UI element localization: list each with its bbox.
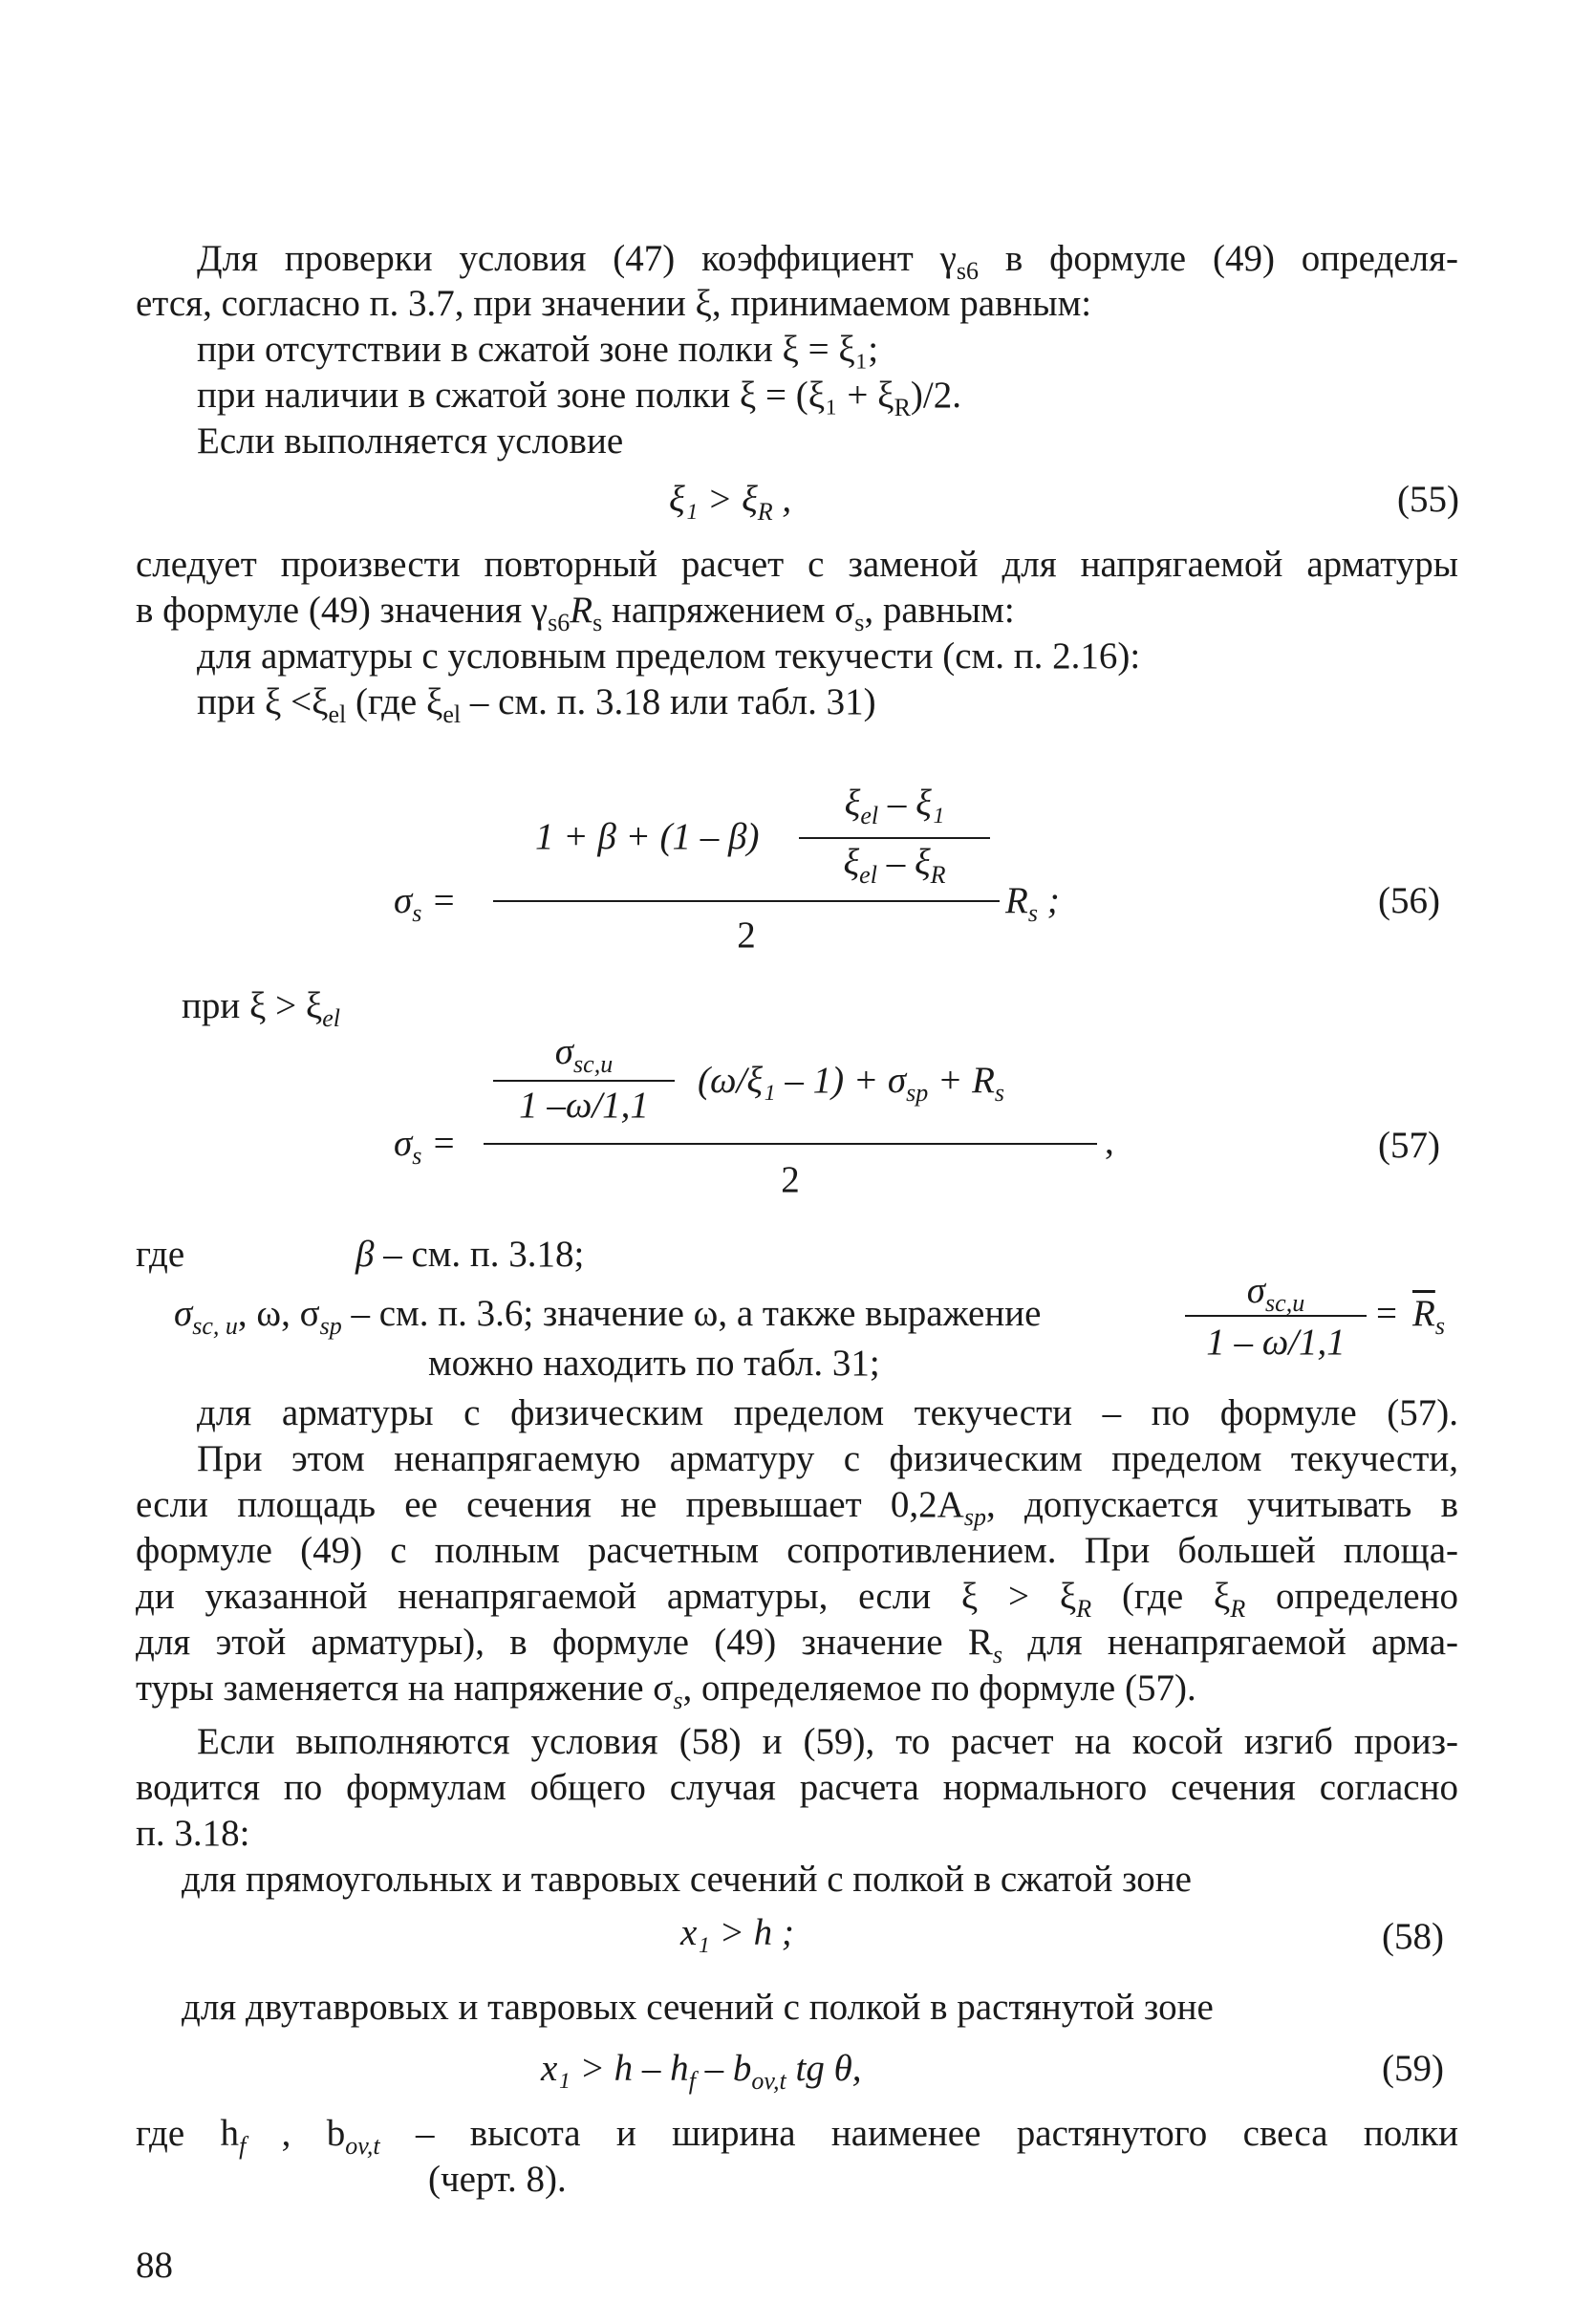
where-eq: = (1376, 1293, 1397, 1334)
page-number: 88 (136, 2245, 173, 2286)
text-line: Если выполняются условия (58) и (59), то расчет на косой изгиб произ- (197, 1721, 1458, 1762)
eq57-inner-denominator: 1 –ω/1,1 (519, 1085, 649, 1126)
fraction-bar (484, 1143, 1097, 1145)
eq56-inner-denominator: $\xi_{el} - \xi_R$ (843, 842, 946, 889)
text-line: $\sigma_{sc, u}$, ω, $\sigma_{sp}$ – см. п. 3.6; значение ω, а также выражение (174, 1293, 1042, 1340)
text-line: для арматуры с условным пределом текучести (см. п. 2.16): (197, 635, 1141, 677)
text-line: при отсутствии в сжатой зоне полки ξ = ξ₁; (197, 329, 879, 370)
text-line: для арматуры с физическим пределом текучести – по формуле (57). (197, 1392, 1458, 1433)
fraction-bar (1185, 1315, 1367, 1317)
equation-59: $x_1 > h - h_f - b_{ov,t}$ tg θ, (541, 2048, 862, 2095)
eq57-lhs: $\sigma_s$ = (394, 1123, 457, 1170)
equation-58: x₁ > h ; (680, 1912, 794, 1953)
text-line: для этой арматуры), в формуле (49) значение $R_s$ для ненапрягаемой арма- (136, 1622, 1459, 1668)
text-line: для прямоугольных и тавровых сечений с полкой в сжатой зоне (182, 1859, 1192, 1900)
text-line: ди указанной ненапрягаемой арматуры, если $\xi > \xi_R$ (где $\xi_R$ определено (136, 1576, 1458, 1623)
where-rs: $\overline{R}_s$ (1412, 1293, 1445, 1340)
eq56-inner-numerator: $\xi_{el} - \xi_1$ (844, 783, 945, 829)
text-line: п. 3.18: (136, 1813, 250, 1854)
text-line: (черт. 8). (428, 2159, 567, 2200)
text-line: Для проверки условия (47) коэффициент $\gamma_{s6}$ в формуле (49) определя- (197, 238, 1459, 285)
text-line: ется, согласно п. 3.7, при значении ξ, принимаемом равным: (136, 283, 1092, 324)
text-line: туры заменяется на напряжение $\sigma_s$, определяемое по формуле (57). (136, 1668, 1196, 1714)
eq56-denominator: 2 (737, 915, 756, 956)
text-line: при $\xi <\xi_{el}$ (где $\xi_{el}$ – см. п. 3.18 или табл. 31) (197, 681, 876, 728)
where-frac-denominator: 1 – ω/1,1 (1206, 1322, 1346, 1363)
eq56-lhs: $\sigma_s$ = (394, 880, 457, 927)
eq57-comma: , (1105, 1121, 1114, 1162)
text-line: следует произвести повторный расчет с заменой для напрягаемой арматуры (136, 544, 1458, 585)
equation-number: (57) (1378, 1125, 1440, 1166)
fraction-bar (799, 837, 990, 839)
eq57-inner-numerator: $\sigma_{sc,u}$ (554, 1031, 614, 1078)
text-line: При этом ненапрягаемую арматуру с физическим пределом текучести, (197, 1438, 1458, 1479)
eq57-right-term: $(\omega/\xi_1 - 1) + \sigma_{sp} + R_s$ (698, 1060, 1005, 1107)
text-line: β – см. п. 3.18; (355, 1234, 585, 1275)
equation-55: $\xi_1 > \xi_R$ , (669, 479, 792, 526)
text-line: в формуле (49) значения $\gamma_{s6}R_s$ напряжением $\sigma_s$, равным: (136, 590, 1015, 636)
eq57-denominator: 2 (781, 1159, 800, 1200)
text-line: при наличии в сжатой зоне полки $\xi = (\xi_1 + \xi_R)/2$. (197, 375, 961, 421)
text-line: водится по формулам общего случая расчета нормального сечения согласно (136, 1767, 1458, 1808)
eq56-left-term: 1 + β + (1 – β) (535, 816, 760, 857)
fraction-bar (493, 900, 1000, 902)
equation-number: (58) (1382, 1916, 1444, 1957)
equation-number: (55) (1397, 479, 1459, 520)
equation-number: (59) (1382, 2048, 1444, 2089)
where-label: где (136, 1234, 185, 1275)
text-line: для двутавровых и тавровых сечений с полкой в растянутой зоне (182, 1987, 1214, 2028)
text-line: если площадь ее сечения не превышает $0,2A_{sp}$, допускается учитывать в (136, 1484, 1458, 1531)
equation-number: (56) (1378, 880, 1440, 921)
text-line: формуле (49) с полным расчетным сопротивлением. При большей площа- (136, 1530, 1458, 1571)
text-line: можно находить по табл. 31; (428, 1343, 880, 1384)
text-line: где $h_f$ , $b_{ov,t}$ – высота и ширина наименее растянутого свеса полки (136, 2113, 1458, 2160)
text-line: при $\xi > \xi_{el}$ (182, 985, 341, 1032)
text-line: Если выполняется условие (197, 420, 624, 462)
fraction-bar (493, 1080, 675, 1082)
where-frac-numerator: $\sigma_{sc,u}$ (1246, 1270, 1305, 1317)
eq56-rs: $R_s$ ; (1005, 880, 1060, 927)
